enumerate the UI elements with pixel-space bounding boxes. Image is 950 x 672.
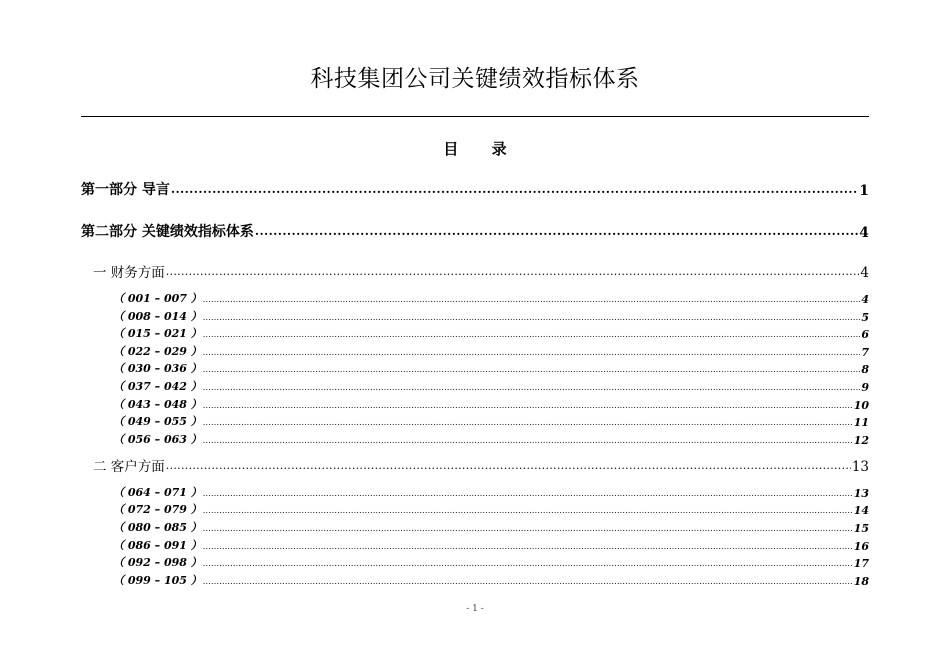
toc-entry-section-finance[interactable] [93, 263, 869, 281]
toc-entry-label: （ 086 – 091 ） [113, 539, 202, 552]
dot-leader [166, 263, 860, 281]
toc-subentry[interactable] [113, 380, 869, 394]
dot-leader [203, 345, 861, 359]
toc-entry-page: 10 [853, 399, 869, 412]
toc-entry-label: 第一部分 导言 [81, 182, 170, 198]
toc-entry-label: （ 072 – 079 ） [113, 503, 202, 516]
toc-entry-label: （ 099 – 105 ） [113, 574, 202, 587]
toc-entry-page: 14 [853, 504, 869, 517]
dot-leader [203, 310, 861, 324]
toc-subentry[interactable] [113, 503, 869, 517]
toc-subentry[interactable] [113, 415, 869, 429]
title-divider [81, 116, 869, 117]
toc-entry-label: （ 008 – 014 ） [113, 310, 202, 323]
toc-entry-label: 一 财务方面 [93, 265, 165, 281]
toc-entry-page: 8 [861, 363, 869, 376]
toc-entry-label: （ 092 – 098 ） [113, 556, 202, 569]
dot-leader [255, 221, 858, 241]
dot-leader [203, 327, 861, 341]
toc-subentry[interactable] [113, 292, 869, 306]
toc-subentry[interactable] [113, 433, 869, 447]
toc-entry-label: （ 030 – 036 ） [113, 362, 202, 375]
dot-leader [203, 433, 853, 447]
toc-entry-page: 4 [861, 293, 869, 306]
dot-leader [203, 521, 853, 535]
toc-subentry[interactable] [113, 539, 869, 553]
dot-leader [203, 398, 853, 412]
toc-entry-label: （ 064 – 071 ） [113, 486, 202, 499]
toc-subentry[interactable] [113, 574, 869, 588]
toc-subentry[interactable] [113, 556, 869, 570]
dot-leader [166, 457, 851, 475]
toc-entry-label: （ 022 – 029 ） [113, 345, 202, 358]
toc-entry-page: 18 [853, 575, 869, 588]
toc-entry-part1[interactable] [81, 179, 869, 199]
dot-leader [203, 380, 861, 394]
toc-entry-label: 二 客户方面 [93, 459, 165, 475]
toc-entry-page: 13 [851, 459, 869, 475]
toc-entry-page: 4 [860, 265, 869, 281]
toc-entry-label: （ 049 – 055 ） [113, 415, 202, 428]
toc-entry-page: 11 [853, 416, 869, 429]
page-number-footer: - 1 - [466, 604, 484, 614]
toc-entry-page: 4 [859, 225, 869, 241]
dot-leader [203, 415, 853, 429]
dot-leader [171, 179, 858, 199]
toc-entry-page: 15 [853, 522, 869, 535]
toc-entry-label: （ 080 – 085 ） [113, 521, 202, 534]
toc-entry-label: （ 001 – 007 ） [113, 292, 202, 305]
toc-heading: 目 录 [443, 140, 521, 158]
dot-leader [203, 556, 853, 570]
dot-leader [203, 503, 853, 517]
toc-entry-label: （ 015 – 021 ） [113, 327, 202, 340]
toc-subentry[interactable] [113, 486, 869, 500]
toc-entry-page: 7 [861, 346, 869, 359]
document-title: 科技集团公司关键绩效指标体系 [310, 66, 640, 92]
dot-leader [203, 574, 853, 588]
toc-entry-label: 第二部分 关键绩效指标体系 [81, 224, 254, 240]
toc-subentry[interactable] [113, 327, 869, 341]
toc-entry-label: （ 037 – 042 ） [113, 380, 202, 393]
dot-leader [203, 486, 853, 500]
toc-subentry[interactable] [113, 362, 869, 376]
toc-entry-page: 17 [853, 557, 869, 570]
dot-leader [203, 362, 861, 376]
toc-entry-page: 1 [859, 183, 869, 199]
toc-subentry[interactable] [113, 398, 869, 412]
toc-entry-label: （ 043 – 048 ） [113, 398, 202, 411]
toc-entry-page: 6 [861, 328, 869, 341]
toc-entry-page: 16 [853, 540, 869, 553]
toc-subentry[interactable] [113, 310, 869, 324]
toc-entry-label: （ 056 – 063 ） [113, 433, 202, 446]
toc-entry-page: 13 [853, 487, 869, 500]
toc-entry-page: 12 [853, 434, 869, 447]
toc-entry-section-customer[interactable] [93, 457, 869, 475]
toc-entry-page: 9 [861, 381, 869, 394]
toc-entry-part2[interactable] [81, 221, 869, 241]
toc-subentry[interactable] [113, 521, 869, 535]
dot-leader [203, 292, 861, 306]
dot-leader [203, 539, 853, 553]
toc-entry-page: 5 [861, 311, 869, 324]
toc-subentry[interactable] [113, 345, 869, 359]
